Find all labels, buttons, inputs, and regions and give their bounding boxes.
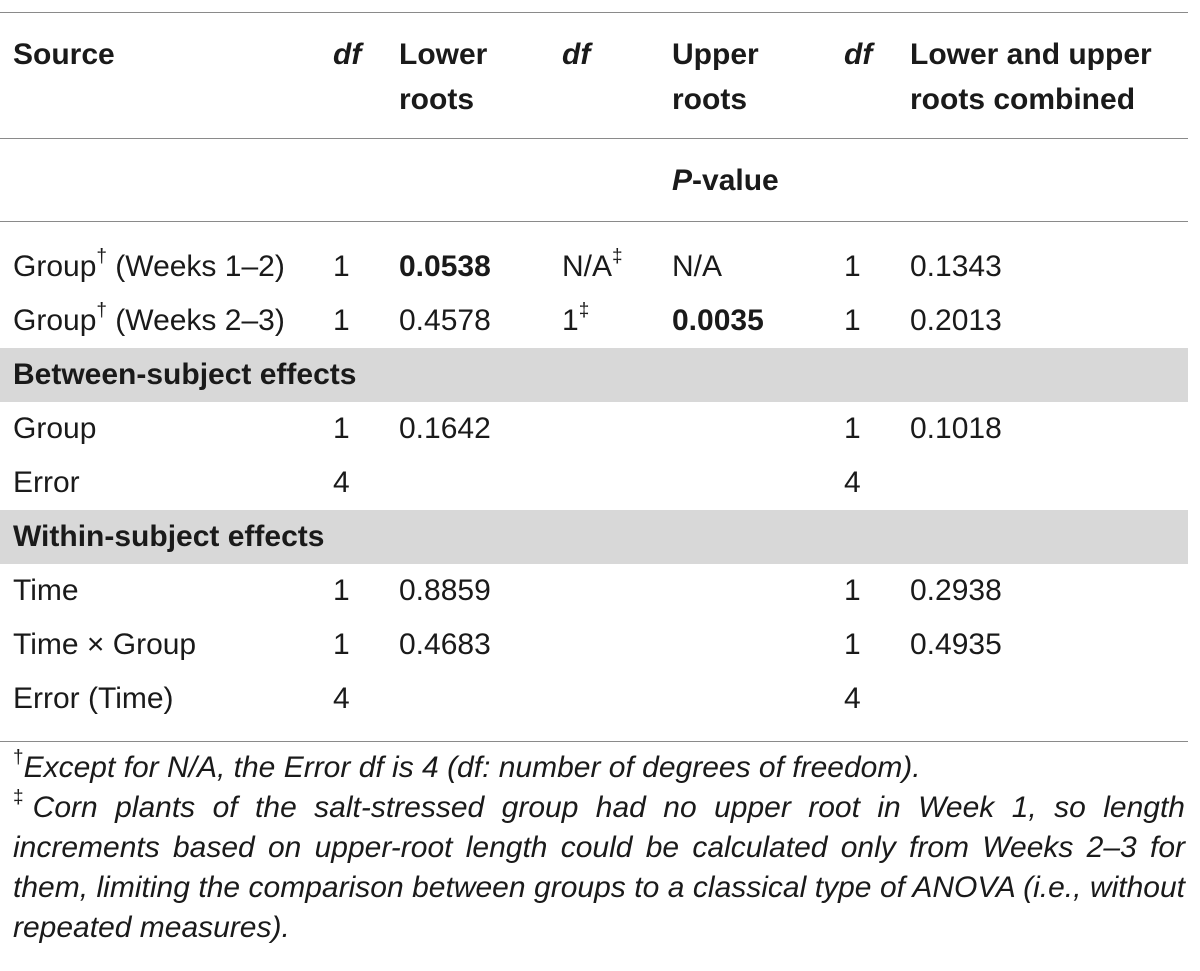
section-title-within: Within-subject effects xyxy=(0,510,1188,564)
table-row xyxy=(0,294,1188,348)
table-row xyxy=(0,672,1188,742)
table-row xyxy=(0,222,1188,295)
row-lower-value: 0.4578 xyxy=(399,304,491,337)
row-df-lower: 4 xyxy=(320,672,386,742)
row-lower-value: 0.0538 xyxy=(399,250,491,283)
row-combined-value: 0.2013 xyxy=(910,304,1002,337)
p-value-suffix: -value xyxy=(692,164,779,197)
header-df-combined: df xyxy=(831,13,897,139)
row-df-combined: 4 xyxy=(844,466,861,499)
p-value-italic-p: P xyxy=(672,164,693,197)
footnote-ddagger-text: Corn plants of the salt-stressed group had no upper root in Week 1, so length increments based on upper-root length could be calculated only from Weeks 2–3 for them, limiting the comparison between groups to a classical type of ANOVA (i.e., without repeated measures). xyxy=(13,791,1185,944)
row-source: Time × Group xyxy=(13,628,197,661)
footnote-dagger xyxy=(13,748,1185,788)
row-df-combined: 1 xyxy=(844,412,861,445)
row-source: Group† (Weeks 1–2) xyxy=(13,246,285,283)
p-value-label xyxy=(659,139,1188,222)
row-source: Time xyxy=(13,574,79,607)
row-df-combined: 4 xyxy=(831,672,897,742)
row-df-combined: 1 xyxy=(844,574,861,607)
row-source: Group† (Weeks 2–3) xyxy=(13,300,285,337)
row-df-lower: 1 xyxy=(333,412,350,445)
row-df-lower: 1 xyxy=(333,574,350,607)
section-row-within xyxy=(0,510,1188,564)
row-upper-value: 0.0035 xyxy=(672,304,764,337)
row-upper-value: N/A xyxy=(672,250,723,283)
row-df-lower: 1 xyxy=(333,304,350,337)
row-combined-value xyxy=(897,672,1188,742)
footnote-dagger-text: Except for N/A, the Error df is 4 (df: number of degrees of freedom). xyxy=(23,751,921,784)
row-lower-value xyxy=(386,672,549,742)
header-source: Source xyxy=(0,13,320,139)
footnote-ddagger-mark: ‡ xyxy=(13,787,33,808)
row-combined-value xyxy=(897,456,1188,510)
row-combined-value: 0.1343 xyxy=(910,250,1002,283)
row-combined-value: 0.2938 xyxy=(910,574,1002,607)
row-combined-value: 0.4935 xyxy=(910,628,1002,661)
header-lower-roots: Lower roots xyxy=(386,13,549,139)
ddagger-mark: ‡ xyxy=(578,300,590,321)
header-combined-roots: Lower and upper roots combined xyxy=(897,13,1188,139)
row-df-upper: N/A‡ xyxy=(562,246,623,283)
table-row xyxy=(0,456,1188,510)
row-source: Error (Time) xyxy=(0,672,320,742)
footnote-dagger-mark: † xyxy=(13,747,24,768)
dagger-mark: † xyxy=(96,246,107,267)
row-lower-value: 0.4683 xyxy=(399,628,491,661)
row-df-upper: 1‡ xyxy=(562,300,590,337)
row-source: Group xyxy=(13,412,97,445)
row-df-lower: 1 xyxy=(333,250,350,283)
row-df-combined: 1 xyxy=(844,628,861,661)
table-row xyxy=(0,564,1188,618)
subheader-row xyxy=(0,139,1188,222)
row-lower-value xyxy=(386,456,549,510)
dagger-mark: † xyxy=(96,300,107,321)
row-df-lower: 4 xyxy=(333,466,350,499)
header-df-lower: df xyxy=(320,13,386,139)
section-title-between: Between-subject effects xyxy=(0,348,1188,402)
header-row xyxy=(0,13,1188,139)
row-df-combined: 1 xyxy=(844,250,861,283)
row-source: Error xyxy=(13,466,80,499)
anova-table xyxy=(0,12,1188,742)
row-df-combined: 1 xyxy=(844,304,861,337)
header-df-upper: df xyxy=(549,13,659,139)
footnotes xyxy=(13,748,1185,948)
section-row-between xyxy=(0,348,1188,402)
ddagger-mark: ‡ xyxy=(612,246,623,267)
header-upper-roots: Upper roots xyxy=(659,13,831,139)
row-lower-value: 0.1642 xyxy=(399,412,491,445)
row-combined-value: 0.1018 xyxy=(910,412,1002,445)
row-df-lower: 1 xyxy=(333,628,350,661)
table-row xyxy=(0,618,1188,672)
table-row xyxy=(0,402,1188,456)
footnote-ddagger xyxy=(13,788,1185,948)
row-lower-value: 0.8859 xyxy=(399,574,491,607)
